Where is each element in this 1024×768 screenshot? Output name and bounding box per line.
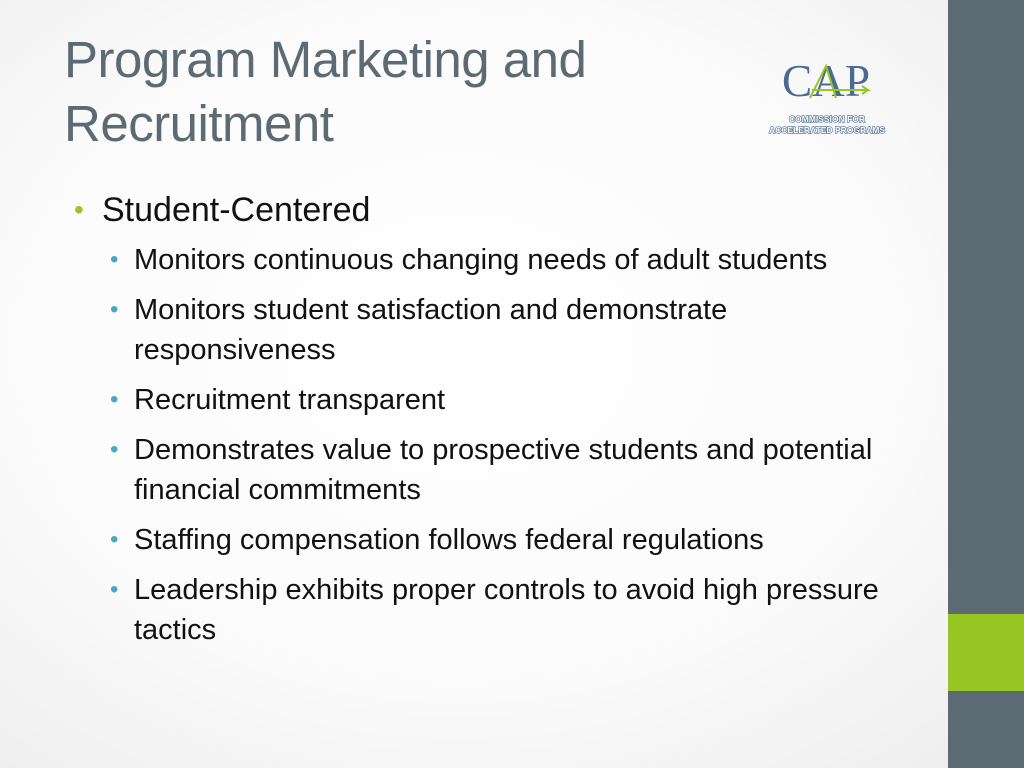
sub-bullet-text: Leadership exhibits proper controls to avoid high pressure tactics (134, 574, 879, 646)
bullet-level1 (74, 188, 904, 232)
sub-bullet-text: Staffing compensation follows federal regulations (134, 524, 764, 556)
logo-line-1: COMMISSION FOR (788, 114, 866, 124)
sub-bullet-item (110, 380, 904, 420)
sub-bullet-item (110, 290, 904, 370)
bullet-dot-icon: • (110, 246, 119, 273)
logo-line-2: ACCELERATED PROGRAMS (768, 125, 886, 135)
bullet-dot-icon: • (74, 194, 84, 225)
bullet-dot-icon: • (110, 436, 119, 463)
sub-bullet-item (110, 520, 904, 560)
sub-bullet-item (110, 430, 904, 510)
sub-bullet-text: Recruitment transparent (134, 384, 446, 416)
bullet-dot-icon: • (110, 576, 119, 603)
sidebar-accent-block (948, 614, 1024, 691)
cap-logo (752, 40, 902, 140)
sub-bullet-text: Monitors continuous changing needs of adult students (134, 244, 828, 276)
sub-bullet-text: Demonstrates value to prospective students and potential financial commitments (134, 434, 873, 506)
slide-title: Program Marketing and Recruitment (64, 31, 587, 152)
bullet-dot-icon: • (110, 296, 119, 323)
sub-bullet-item (110, 240, 904, 280)
sub-bullet-list (74, 240, 904, 650)
bullet-dot-icon: • (110, 386, 119, 413)
logo-letter-c: CAP (782, 55, 870, 106)
slide-content (74, 188, 904, 660)
bullet-dot-icon: • (110, 526, 119, 553)
bullet-level1-text: Student-Centered (102, 191, 371, 229)
sub-bullet-text: Monitors student satisfaction and demonstrate responsiveness (134, 294, 728, 366)
sub-bullet-item (110, 570, 904, 650)
